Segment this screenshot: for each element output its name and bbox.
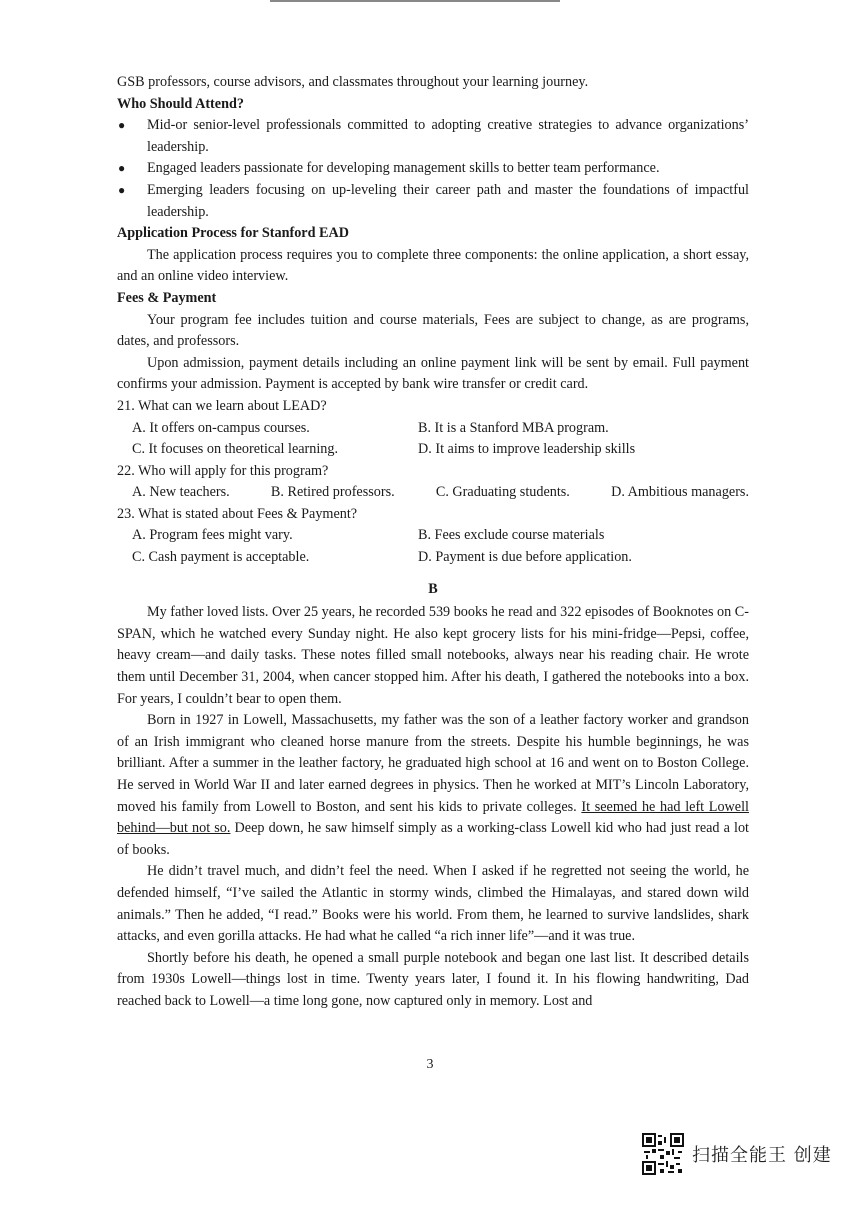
application-process-heading: Application Process for Stanford EAD xyxy=(117,225,349,242)
scanner-watermark xyxy=(642,1133,832,1175)
continuation-text: GSB professors, course advisors, and classmates throughout your learning journey. xyxy=(117,74,589,90)
fees-text-1: Your program fee includes tuition and course materials, Fees are subject to change, as are programs, dates, and professors. xyxy=(117,311,749,350)
option-c: C. Cash payment is acceptable. xyxy=(132,549,310,566)
option-a: A. Program fees might vary. xyxy=(132,527,293,544)
option-b: B. Fees exclude course materials xyxy=(418,527,605,544)
fees-text-2: Upon admission, payment details including an online payment link will be sent by email. Full payment confirms your admission. Payment is accepted by bank wire transfer or credit card. xyxy=(117,354,749,393)
passage-b-paragraph-3: He didn’t travel much, and didn’t feel the need. When I asked if he regretted not seeing the world, he defended himself, “I’ve sailed the Atlantic in stormy winds, climbed the Himalayas, and stared down wild animals.” Then he added, “I read.” Books were his world. From them, he learned to survive landslides, shark attacks, and even gorilla attacks. He had what he called “a rich inner life”—and it was true. xyxy=(117,863,749,945)
option-b: B. Retired professors. xyxy=(270,484,395,501)
section-b-label: B xyxy=(428,580,438,597)
scan-top-edge-line xyxy=(270,0,560,2)
option-d: D. Payment is due before application. xyxy=(418,549,632,566)
fees-payment-heading: Fees & Payment xyxy=(117,289,217,306)
option-c: C. It focuses on theoretical learning. xyxy=(132,441,339,458)
document-page xyxy=(117,72,749,1013)
passage-b-paragraph-2: Born in 1927 in Lowell, Massachusetts, my father was the son of a leather factory worker and grandson of an Irish immigrant who cleaned horse manure from the streets. Despite his humble beginnings, he was brilliant. After a summer in the leather factory, he graduated high school at 16 and went on to Boston College. He served in World War II and later earned degrees in physics. Then he worked at MIT’s Lincoln Laboratory, moved his family from Lowell to Boston, and sent his kids to private colleges. It seemed he had left Lowell behind—but not so. Deep down, he saw himself simply as a working-class Lowell kid who had just read a lot of books. xyxy=(117,712,749,858)
question-23-stem: 23. What is stated about Fees & Payment? xyxy=(117,505,358,522)
bullet-icon: ● xyxy=(118,182,126,197)
question-22-stem: 22. Who will apply for this program? xyxy=(117,462,329,479)
bullet-item: ● Mid-or senior-level professionals committed to adopting creative strategies to advance organizations’ leadership. xyxy=(118,117,749,155)
question-22-options xyxy=(117,482,749,504)
option-a: A. It offers on-campus courses. xyxy=(132,419,310,436)
passage-b-paragraph-1: My father loved lists. Over 25 years, he recorded 539 books he read and 322 episodes of Booknotes on C-SPAN, which he watched every Sunday night. He also kept grocery lists for his mini-fridge—Pepsi, coffee, heavy cream—and daily tasks. These notes filled small notebooks, always near his reading chair. He wrote them until December 31, 2004, when cancer stopped him. After his death, I gathered the notebooks into a box. For years, I couldn’t bear to open them. xyxy=(117,604,749,707)
underlined-sentence: It seemed he had left Lowell behind—but not so. xyxy=(117,798,749,837)
bullet-item: ● Engaged leaders passionate for developing management skills to better team performance. xyxy=(117,158,749,180)
option-d: D. Ambitious managers. xyxy=(611,484,749,501)
page-number: 3 xyxy=(426,1057,434,1072)
option-d: D. It aims to improve leadership skills xyxy=(418,441,636,458)
who-should-attend-heading: Who Should Attend? xyxy=(117,95,244,112)
watermark-text: 扫描全能王 创建 xyxy=(692,1145,832,1166)
option-b: B. It is a Stanford MBA program. xyxy=(418,419,609,436)
option-a: A. New teachers. xyxy=(132,484,230,501)
application-process-text: The application process requires you to complete three components: the online application, a short essay, and an online video interview. xyxy=(117,246,749,285)
bullet-item: ● Emerging leaders focusing on up-leveling their career path and master the foundations of impactful leadership. xyxy=(118,181,749,220)
question-23-options xyxy=(117,525,749,568)
qr-code-icon xyxy=(642,1133,684,1175)
bullet-icon: ● xyxy=(118,118,126,133)
option-c: C. Graduating students. xyxy=(435,484,570,501)
question-21-options xyxy=(117,418,749,461)
bullet-icon: ● xyxy=(118,161,126,176)
question-21-stem: 21. What can we learn about LEAD? xyxy=(117,397,327,414)
passage-b-paragraph-4: Shortly before his death, he opened a small purple notebook and began one last list. It described details from 1930s Lowell—things lost in time. Twenty years later, I found it. In his flowing handwriting, Dad reached back to Lowell—a time long gone, now captured only in memory. Lost and xyxy=(117,949,749,1009)
